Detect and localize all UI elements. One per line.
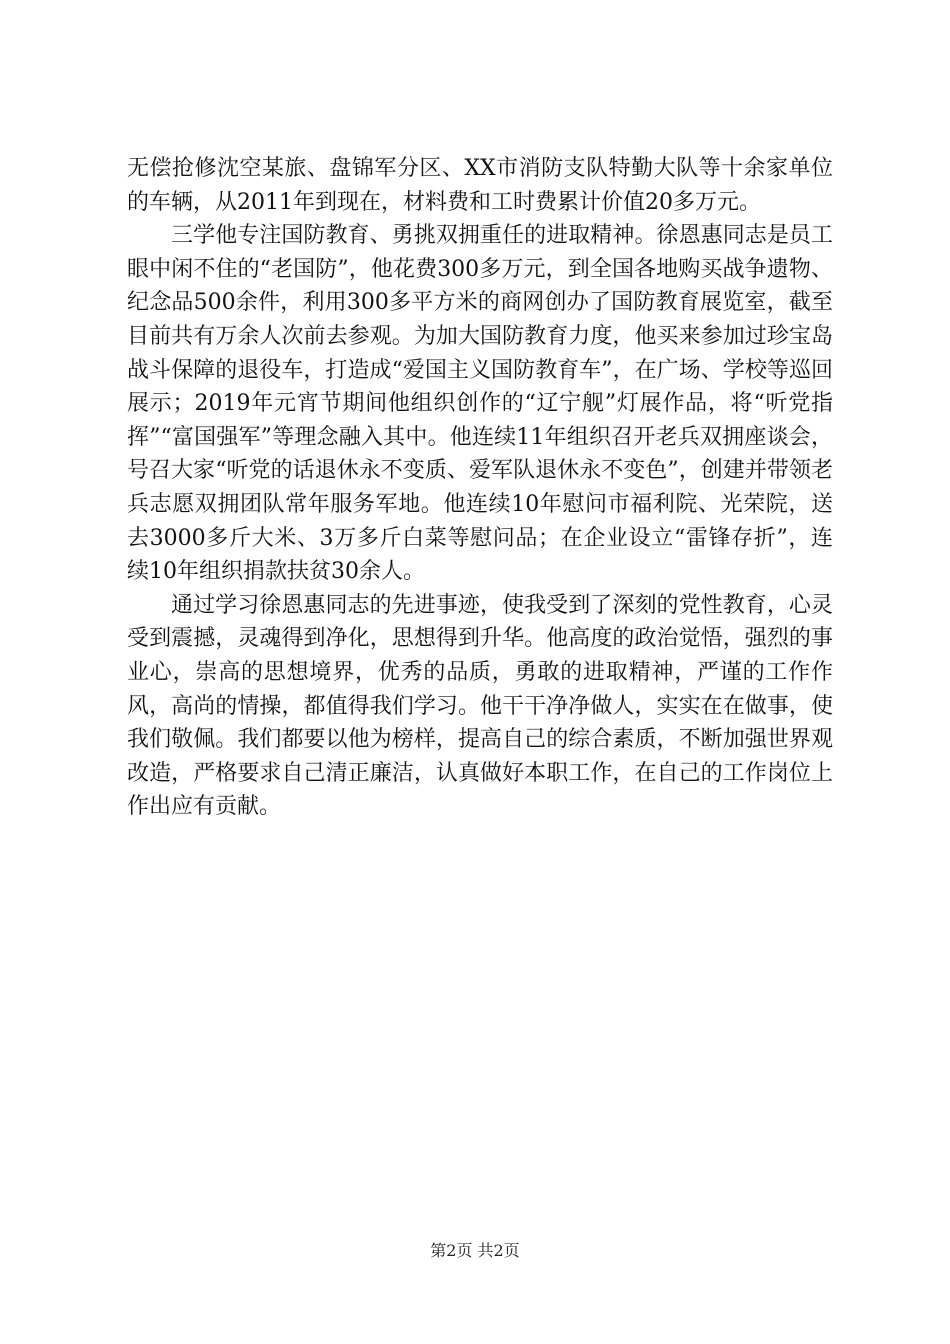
paragraph-1: 无偿抢修沈空某旅、盘锦军分区、XX市消防支队特勤大队等十余家单位的车辆，从2011年到现在，材料费和工时费累计价值20多万元。 <box>127 156 833 215</box>
document-body <box>127 152 833 824</box>
paragraph-2: 三学他专注国防教育、勇挑双拥重任的进取精神。徐恩惠同志是员工眼中闲不住的“老国防”，他花费300多万元，到全国各地购买战争遗物、纪念品500余件，利用300多平方米的商网创办了国防教育展览室，截至目前共有万余人次前去参观。为加大国防教育力度，他买来参加过珍宝岛战斗保障的退役车，打造成“爱国主义国防教育车”，在广场、学校等巡回展示；2019年元宵节期间他组织创作的“辽宁舰”灯展作品，将“听党指挥”“富国强军”等理念融入其中。他连续11年组织召开老兵双拥座谈会，号召大家“听党的话退休永不变质、爱军队退休永不变色”，创建并带领老兵志愿双拥团队常年服务军地。他连续10年慰问市福利院、光荣院，送去3000多斤大米、3万多斤白菜等慰问品；在企业设立“雷锋存折”，连续10年组织捐款扶贫30余人。 <box>127 223 833 585</box>
paragraph-3: 通过学习徐恩惠同志的先进事迹，使我受到了深刻的党性教育，心灵受到震撼，灵魂得到净化，思想得到升华。他高度的政治觉悟，强烈的事业心，崇高的思想境界，优秀的品质，勇敢的进取精神，严谨的工作作风，高尚的情操，都值得我们学习。他干干净净做人，实实在在做事，使我们敬佩。我们都要以他为榜样，提高自己的综合素质，不断加强世界观改造，严格要求自己清正廉洁，认真做好本职工作，在自己的工作岗位上作出应有贡献。 <box>127 592 833 820</box>
page-number-footer: 第2页 共2页 <box>430 1241 520 1260</box>
